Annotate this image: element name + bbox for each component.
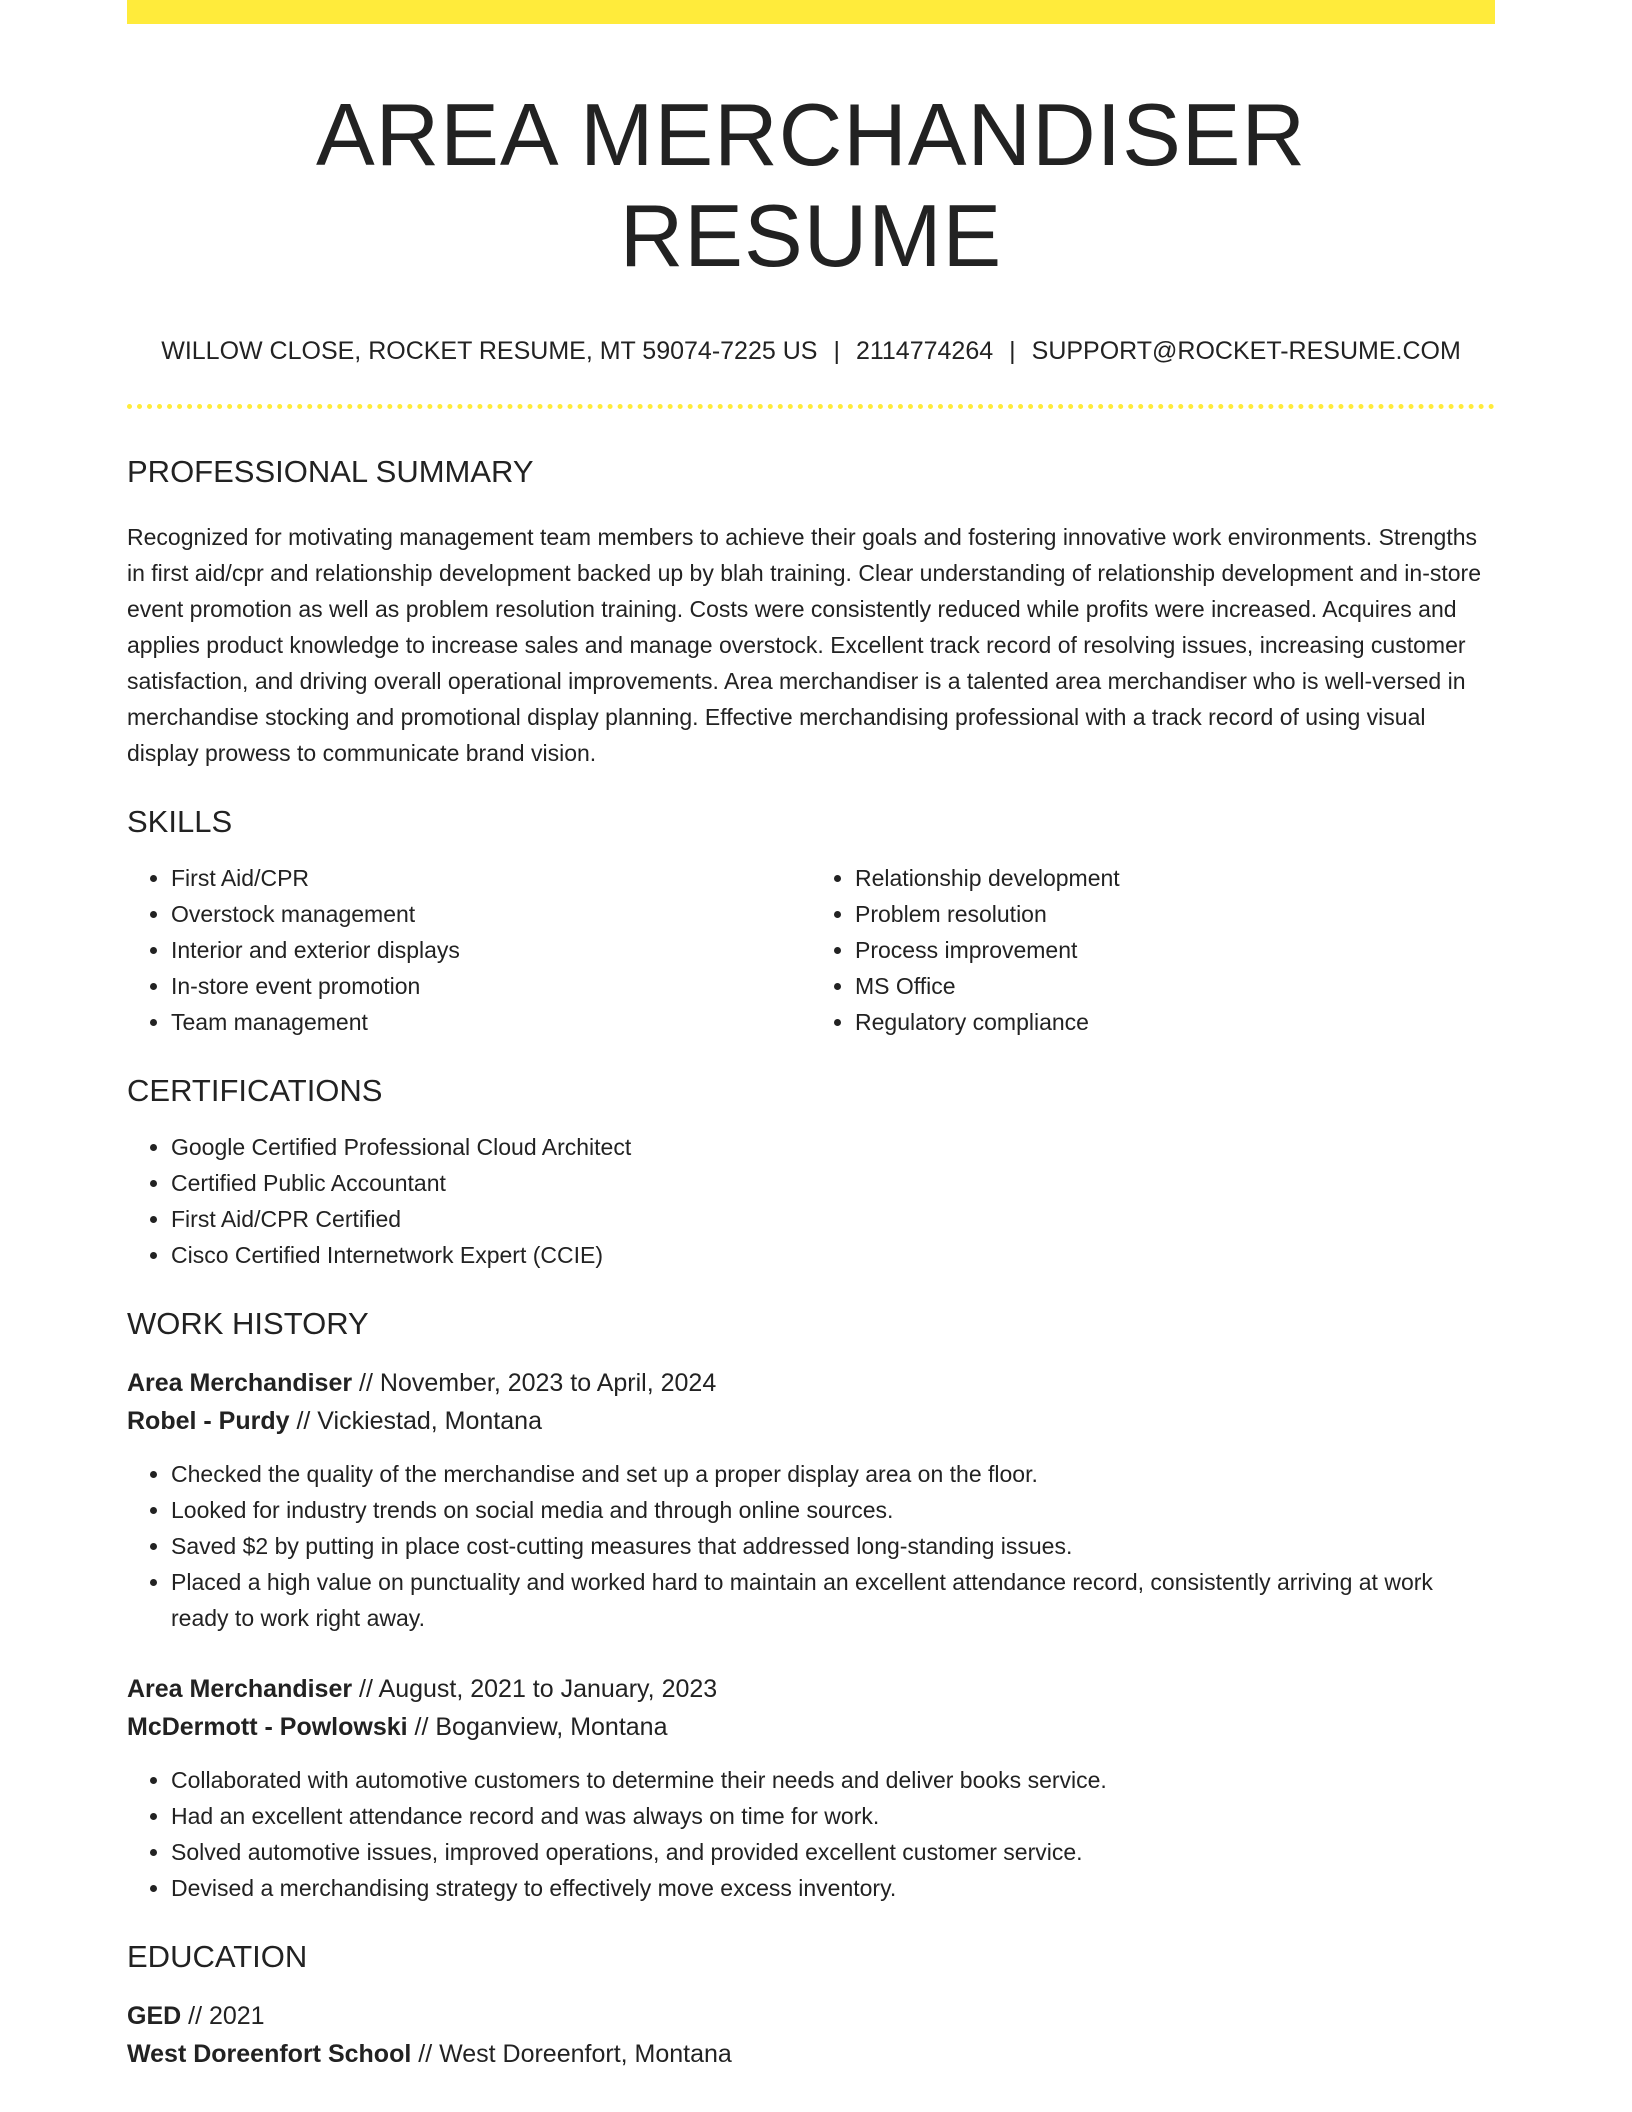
contact-separator: | <box>833 337 840 366</box>
job-company-line <box>127 1402 1495 1440</box>
skill-item: • In-store event promotion <box>171 968 811 1004</box>
summary-heading: PROFESSIONAL SUMMARY <box>127 454 534 490</box>
resume-title: AREA MERCHANDISER RESUME <box>315 85 1307 286</box>
certification-item: • Certified Public Accountant <box>171 1165 1495 1201</box>
skills-list-left <box>127 860 811 1040</box>
skill-item: • Team management <box>171 1004 811 1040</box>
work-history-heading: WORK HISTORY <box>127 1305 369 1341</box>
education-degree: GED <box>127 2002 182 2031</box>
skill-item: • MS Office <box>855 968 1495 1004</box>
job-title-line <box>127 1364 1495 1402</box>
education-heading: EDUCATION <box>127 1939 308 1975</box>
skills-list-right <box>811 860 1495 1040</box>
certifications-heading: CERTIFICATIONS <box>127 1072 383 1108</box>
contact-separator: | <box>1009 337 1016 366</box>
job-dates: // November, 2023 to April, 2024 <box>352 1369 717 1398</box>
skill-item: • First Aid/CPR <box>171 860 811 896</box>
education-school-line <box>127 2035 1495 2073</box>
education-degree-line <box>127 1997 1495 2035</box>
education-year: // 2021 <box>181 2002 265 2031</box>
dotted-divider <box>127 404 1495 409</box>
job-bullet: • Placed a high value on punctuality and worked hard to maintain an excellent attendance record, consistently arriving at work ready to work right away. <box>171 1564 1495 1636</box>
skill-item: • Overstock management <box>171 896 811 932</box>
contact-email: SUPPORT@ROCKET-RESUME.COM <box>1031 337 1461 366</box>
contact-phone: 2114774264 <box>855 337 994 366</box>
job-dates: // August, 2021 to January, 2023 <box>352 1675 718 1704</box>
job-bullet: • Looked for industry trends on social media and through online sources. <box>171 1492 1495 1528</box>
skill-item: • Relationship development <box>855 860 1495 896</box>
job-title: Area Merchandiser <box>127 1369 353 1398</box>
job-bullets <box>127 1762 1495 1906</box>
job-company: Robel - Purdy <box>127 1407 290 1436</box>
job-entry <box>127 1670 1495 1906</box>
job-bullets <box>127 1456 1495 1636</box>
job-location: // Boganview, Montana <box>407 1713 668 1742</box>
contact-address: WILLOW CLOSE, ROCKET RESUME, MT 59074-7225 US <box>161 337 818 366</box>
job-location: // Vickiestad, Montana <box>289 1407 542 1436</box>
accent-top-bar <box>127 0 1495 24</box>
job-bullet: • Had an excellent attendance record and was always on time for work. <box>171 1798 1495 1834</box>
skills-grid <box>127 860 1495 1040</box>
certifications-list <box>127 1129 1495 1273</box>
skill-item: • Regulatory compliance <box>855 1004 1495 1040</box>
skill-item: • Process improvement <box>855 932 1495 968</box>
certification-item: • Google Certified Professional Cloud Architect <box>171 1129 1495 1165</box>
job-bullet: • Solved automotive issues, improved operations, and provided excellent customer service. <box>171 1834 1495 1870</box>
skill-item: • Interior and exterior displays <box>171 932 811 968</box>
resume-page <box>127 0 1495 2073</box>
job-company-line <box>127 1708 1495 1746</box>
contact-line <box>127 336 1495 366</box>
education-location: // West Doreenfort, Montana <box>411 2040 732 2069</box>
job-company: McDermott - Powlowski <box>127 1713 408 1742</box>
job-entry <box>127 1364 1495 1636</box>
education-school: West Doreenfort School <box>127 2040 412 2069</box>
certification-item: • Cisco Certified Internetwork Expert (CCIE) <box>171 1237 1495 1273</box>
skills-heading: SKILLS <box>127 803 233 839</box>
job-bullet: • Devised a merchandising strategy to effectively move excess inventory. <box>171 1870 1495 1906</box>
job-bullet: • Collaborated with automotive customers to determine their needs and deliver books service. <box>171 1762 1495 1798</box>
certification-item: • First Aid/CPR Certified <box>171 1201 1495 1237</box>
skill-item: • Problem resolution <box>855 896 1495 932</box>
job-bullet: • Checked the quality of the merchandise and set up a proper display area on the floor. <box>171 1456 1495 1492</box>
job-title-line <box>127 1670 1495 1708</box>
summary-text: Recognized for motivating management team members to achieve their goals and fostering innovative work environments. Strengths in first aid/cpr and relationship development backed up by blah training. Clear understanding of relationship development and in-store event promotion as well as problem resolution training. Costs were consistently reduced while profits were increased. Acquires and applies product knowledge to increase sales and manage overstock. Excellent track record of resolving issues, increasing customer satisfaction, and driving overall operational improvements. Area merchandiser is a talented area merchandiser who is well-versed in merchandise stocking and promotional display planning. Effective merchandising professional with a track record of using visual display prowess to communicate brand vision. <box>127 523 1481 766</box>
job-bullet: • Saved $2 by putting in place cost-cutting measures that addressed long-standing issues. <box>171 1528 1495 1564</box>
job-title: Area Merchandiser <box>127 1675 353 1704</box>
